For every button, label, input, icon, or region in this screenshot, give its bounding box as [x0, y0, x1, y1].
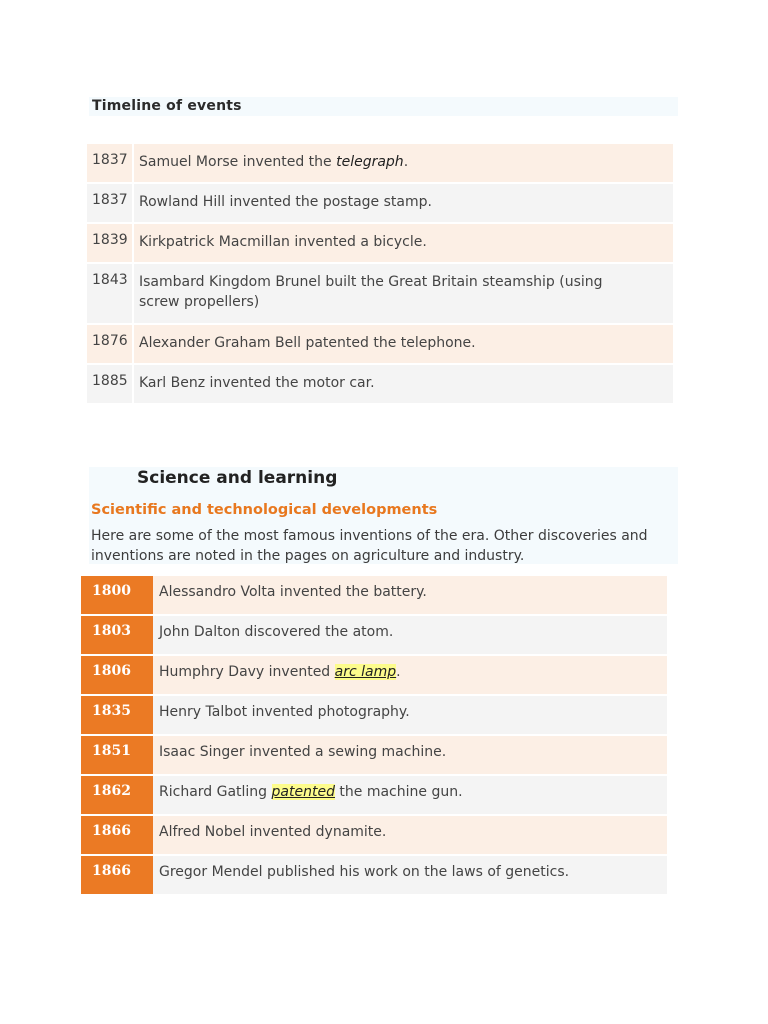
section-subtitle: Scientific and technological developments [91, 502, 438, 518]
science-section-header [89, 467, 678, 564]
invention-cell: John Dalton discovered the atom. [159, 624, 394, 640]
table-row [81, 776, 667, 816]
year-cell: 1839 [87, 224, 134, 262]
table-row [81, 616, 667, 656]
table-row [81, 856, 667, 896]
year-badge: 1866 [81, 816, 153, 854]
telegraph-term: telegraph [336, 154, 404, 170]
event-cell: Kirkpatrick Macmillan invented a bicycle. [139, 234, 427, 250]
event-cell: Alexander Graham Bell patented the telephone. [139, 335, 476, 351]
event-cell: Rowland Hill invented the postage stamp. [139, 194, 432, 210]
year-cell: 1843 [87, 264, 134, 323]
table-row [81, 816, 667, 856]
timeline-title: Timeline of events [92, 98, 242, 114]
section-intro: Here are some of the most famous inventions of the era. Other discoveries and inventions are noted in the pages on agriculture and industry. [91, 528, 648, 564]
section-title: Science and learning [137, 468, 338, 488]
invention-cell: Humphry Davy invented arc lamp. [159, 664, 401, 680]
table-row [81, 736, 667, 776]
timeline-table [87, 144, 673, 405]
table-row [87, 365, 673, 405]
year-badge: 1803 [81, 616, 153, 654]
year-cell: 1837 [87, 184, 134, 222]
event-cell: Samuel Morse invented the telegraph. [139, 154, 409, 170]
year-badge: 1851 [81, 736, 153, 774]
event-cell: Isambard Kingdom Brunel built the Great Britain steamship (using screw propellers) [139, 274, 603, 310]
invention-cell: Alfred Nobel invented dynamite. [159, 824, 387, 840]
year-badge: 1866 [81, 856, 153, 894]
invention-cell: Isaac Singer invented a sewing machine. [159, 744, 447, 760]
table-row [87, 184, 673, 224]
table-row [81, 656, 667, 696]
table-row [81, 696, 667, 736]
arc-lamp-link[interactable]: arc lamp [334, 664, 397, 680]
invention-cell: Henry Talbot invented photography. [159, 704, 410, 720]
year-badge: 1835 [81, 696, 153, 734]
invention-cell: Richard Gatling patented the machine gun. [159, 784, 463, 800]
year-badge: 1800 [81, 576, 153, 614]
table-row [87, 224, 673, 264]
invention-cell: Alessandro Volta invented the battery. [159, 584, 427, 600]
event-cell: Karl Benz invented the motor car. [139, 375, 375, 391]
year-cell: 1837 [87, 144, 134, 182]
year-cell: 1885 [87, 365, 134, 403]
year-badge: 1862 [81, 776, 153, 814]
table-row [87, 325, 673, 365]
year-cell: 1876 [87, 325, 134, 363]
year-badge: 1806 [81, 656, 153, 694]
invention-cell: Gregor Mendel published his work on the laws of genetics. [159, 864, 570, 880]
patented-link[interactable]: patented [271, 784, 335, 800]
table-row [87, 144, 673, 184]
table-row [81, 576, 667, 616]
table-row [87, 264, 673, 325]
inventions-table [81, 576, 667, 896]
timeline-header [89, 97, 678, 116]
